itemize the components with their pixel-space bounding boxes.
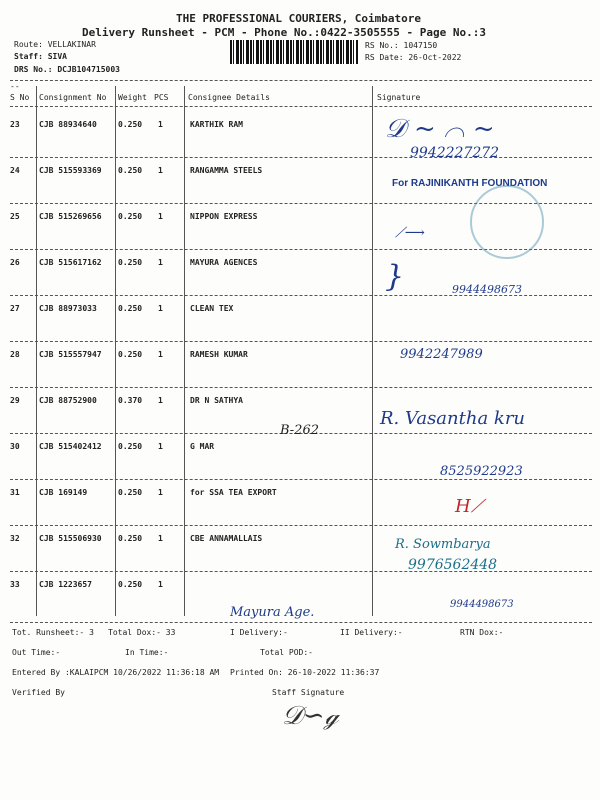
cell-consignment: CJB 515506930: [39, 534, 102, 543]
cell-consignment: CJB 88752900: [39, 396, 97, 405]
entered-by: Entered By :KALAIPCM 10/26/2022 11:36:18 AM: [12, 668, 220, 677]
cell-consignee: RANGAMMA STEELS: [190, 166, 263, 175]
col-consignment: Consignment No: [39, 93, 107, 102]
cell-pcs: 1: [158, 488, 163, 497]
row-divider: [10, 571, 592, 572]
cell-consignee: DR N SATHYA: [190, 396, 243, 405]
cell-weight: 0.250: [118, 212, 143, 221]
cell-consignee: for SSA TEA EXPORT: [190, 488, 277, 497]
cell-consignee: KARTHIK RAM: [190, 120, 243, 129]
cell-pcs: 1: [158, 350, 163, 359]
hand-phone: 9944498673: [452, 283, 522, 296]
hand-phone: 9944498673: [450, 599, 514, 610]
cell-weight: 0.250: [118, 442, 143, 451]
cell-sno: 30: [10, 442, 20, 451]
column-divider: [36, 86, 37, 616]
cell-consignment: CJB 169149: [39, 488, 88, 497]
cell-sno: 23: [10, 120, 20, 129]
hand-name: R. Sowmbarya: [395, 537, 491, 552]
row-divider: [10, 387, 592, 388]
cell-weight: 0.250: [118, 258, 143, 267]
signature-scribble: }: [385, 259, 405, 294]
col-pcs: PCS: [154, 93, 169, 102]
tot-runsheet: Tot. Runsheet:- 3: [12, 628, 94, 637]
cell-weight: 0.250: [118, 120, 143, 129]
cell-pcs: 1: [158, 534, 163, 543]
hand-phone: 9942227272: [410, 145, 500, 161]
cell-sno: 25: [10, 212, 20, 221]
hand-phone: 9976562448: [408, 557, 498, 573]
cell-consignee: MAYURA AGENCES: [190, 258, 258, 267]
ii-delivery: II Delivery:-: [340, 628, 403, 637]
column-divider: [115, 86, 116, 616]
cell-pcs: 1: [158, 258, 163, 267]
divider: [10, 622, 592, 623]
hand-phone: 9942247989: [400, 347, 483, 362]
cell-consignment: CJB 515593369: [39, 166, 102, 175]
signature-scribble: ⟋⟶: [395, 225, 425, 241]
company-title: THE PROFESSIONAL COURIERS, Coimbatore: [176, 12, 422, 25]
rtn-dox: RTN Dox:-: [460, 628, 504, 637]
cell-pcs: 1: [158, 166, 163, 175]
cell-consignment: CJB 88973033: [39, 304, 97, 313]
in-time: In Time:-: [125, 648, 169, 657]
cell-weight: 0.250: [118, 580, 143, 589]
column-divider: [184, 86, 185, 616]
stamp: For RAJINIKANTH FOUNDATION: [392, 178, 548, 189]
hand-phone: 8525922923: [440, 464, 523, 479]
cell-sno: 28: [10, 350, 20, 359]
barcode: [230, 40, 358, 64]
cell-pcs: 1: [158, 120, 163, 129]
staff-signature-mark: 𝒟∽ℊ: [282, 701, 339, 731]
total-dox: Total Dox:- 33: [108, 628, 176, 637]
cell-pcs: 1: [158, 580, 163, 589]
drs-number: DRS No.: DCJB104715003: [14, 65, 120, 74]
cell-consignee: CBE ANNAMALLAIS: [190, 534, 263, 543]
col-weight: Weight: [118, 93, 147, 102]
route: Route: VELLAKINAR: [14, 40, 96, 49]
cell-weight: 0.250: [118, 350, 143, 359]
col-consignee: Consignee Details: [188, 93, 270, 102]
hand-note: Mayura Age.: [230, 605, 315, 620]
cell-sno: 29: [10, 396, 20, 405]
staff-signature-label: Staff Signature: [272, 688, 345, 697]
cell-sno: 33: [10, 580, 20, 589]
cell-sno: 31: [10, 488, 20, 497]
cell-consignment: CJB 515617162: [39, 258, 102, 267]
cell-sno: 32: [10, 534, 20, 543]
rs-number: RS No.: 1047150: [365, 41, 438, 50]
cell-pcs: 1: [158, 442, 163, 451]
cell-pcs: 1: [158, 212, 163, 221]
cell-consignment: CJB 515269656: [39, 212, 102, 221]
hand-name: R. Vasantha kru: [380, 408, 526, 429]
cell-consignment: CJB 1223657: [39, 580, 92, 589]
row-divider: [10, 341, 592, 342]
divider: [10, 80, 592, 81]
printed-on: Printed On: 26-10-2022 11:36:37: [230, 668, 380, 677]
cell-consignee: RAMESH KUMAR: [190, 350, 248, 359]
row-divider: [10, 479, 592, 480]
cell-consignment: CJB 88934640: [39, 120, 97, 129]
cell-consignee: CLEAN TEX: [190, 304, 234, 313]
divider: [10, 106, 592, 107]
cell-sno: 24: [10, 166, 20, 175]
cell-weight: 0.250: [118, 304, 143, 313]
out-time: Out Time:-: [12, 648, 61, 657]
cell-consignee: NIPPON EXPRESS: [190, 212, 258, 221]
col-sno: S No: [10, 93, 30, 102]
cell-weight: 0.370: [118, 396, 143, 405]
cell-weight: 0.250: [118, 534, 143, 543]
cell-sno: 26: [10, 258, 20, 267]
cell-consignment: CJB 515402412: [39, 442, 102, 451]
cell-pcs: 1: [158, 304, 163, 313]
hand-note: B-262: [280, 423, 319, 438]
seal: [470, 185, 544, 259]
cell-consignee: G MAR: [190, 442, 215, 451]
leading-mark: --: [10, 82, 20, 91]
i-delivery: I Delivery:-: [230, 628, 288, 637]
row-divider: [10, 157, 592, 158]
signature-scribble: 𝒟 ~ ⌒ ~: [385, 114, 495, 144]
cell-weight: 0.250: [118, 488, 143, 497]
verified-by: Verified By: [12, 688, 65, 697]
row-divider: [10, 525, 592, 526]
staff: Staff: SIVA: [14, 52, 67, 61]
total-pod: Total POD:-: [260, 648, 313, 657]
cell-pcs: 1: [158, 396, 163, 405]
signature-scribble: H⟋: [455, 496, 484, 517]
cell-consignment: CJB 515557947: [39, 350, 102, 359]
rs-date: RS Date: 26-Oct-2022: [365, 53, 462, 62]
runsheet-subtitle: Delivery Runsheet - PCM - Phone No.:0422-3505555 - Page No.:3: [82, 26, 486, 39]
column-divider: [372, 86, 373, 616]
cell-weight: 0.250: [118, 166, 143, 175]
col-signature: Signature: [377, 93, 421, 102]
cell-sno: 27: [10, 304, 20, 313]
